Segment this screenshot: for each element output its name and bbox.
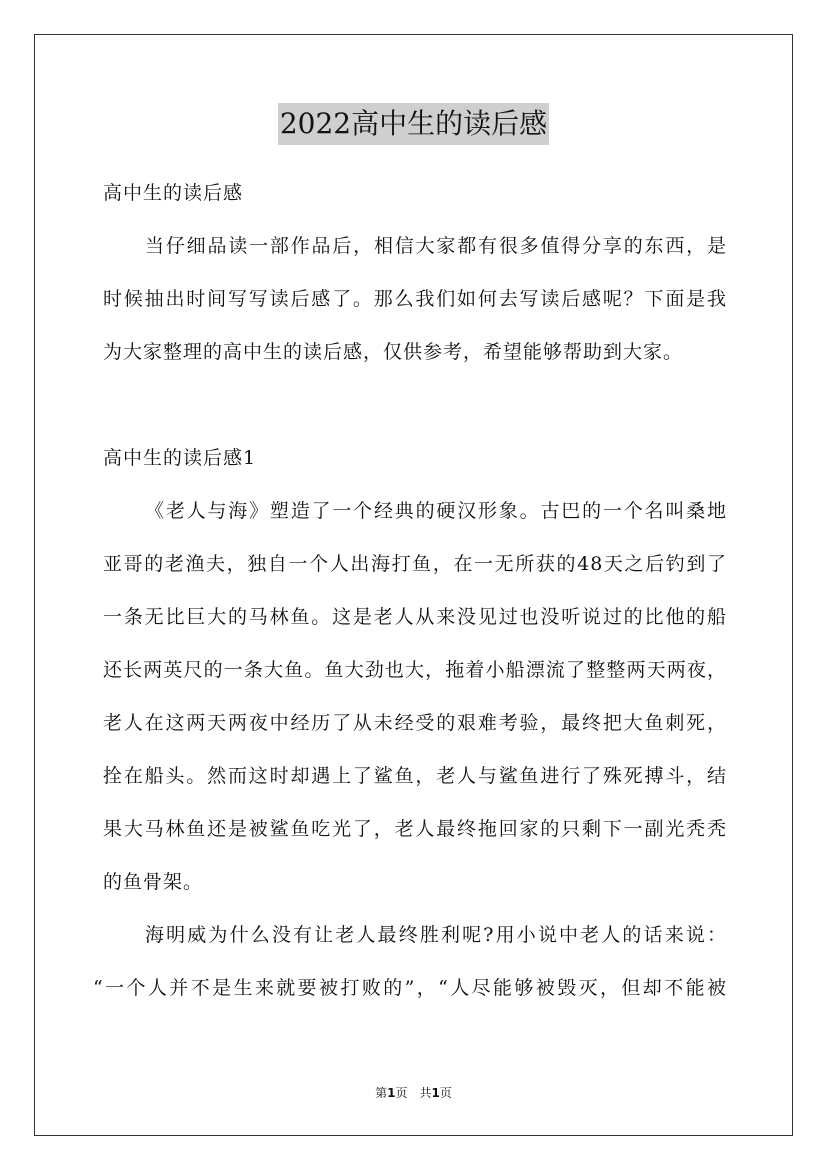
section1-line: 一条无比巨大的马林鱼。这是老人从来没见过也没听说过的比他的船 xyxy=(103,606,727,628)
intro-line: 时候抽出时间写写读后感了。那么我们如何去写读后感呢？下面是我 xyxy=(103,288,727,310)
intro-heading: 高中生的读后感 xyxy=(103,182,244,204)
footer-page-total: 1 xyxy=(431,1086,440,1100)
document-body xyxy=(93,174,727,1022)
section1-line: 《老人与海》塑造了一个经典的硬汉形象。古巴的一个名叫桑地 xyxy=(145,500,727,522)
section1-line: 老人在这两天两夜中经历了从未经受的艰难考验，最终把大鱼刺死， xyxy=(103,712,727,734)
section1-line: 拴在船头。然而这时却遇上了鲨鱼，老人与鲨鱼进行了殊死搏斗，结 xyxy=(103,765,727,787)
section1-line: 亚哥的老渔夫，独自一个人出海打鱼，在一无所获的48天之后钓到了 xyxy=(103,553,727,575)
title-wrap xyxy=(0,103,827,145)
page-footer xyxy=(0,1084,827,1101)
footer-page-number: 1 xyxy=(387,1086,396,1100)
intro-line: 为大家整理的高中生的读后感，仅供参考，希望能够帮助到大家。 xyxy=(103,341,684,363)
section1-para2-line: 海明威为什么没有让老人最终胜利呢?用小说中老人的话来说： xyxy=(145,924,727,946)
footer-page-prefix: 第 xyxy=(375,1086,388,1100)
intro-line: 当仔细品读一部作品后，相信大家都有很多值得分享的东西，是 xyxy=(145,235,727,257)
footer-page-suffix: 页 xyxy=(439,1086,452,1100)
paragraph-gap xyxy=(103,386,727,439)
document-title[interactable]: 2022高中生的读后感 xyxy=(278,103,549,145)
section1-para2-line: “一个人并不是生来就要被打败的”，“人尽能够被毁灭，但却不能被 xyxy=(93,977,727,999)
footer-page-mid: 页 共 xyxy=(395,1086,432,1100)
section1-line: 还长两英尺的一条大鱼。鱼大劲也大，拖着小船漂流了整整两天两夜， xyxy=(103,659,727,681)
section1-line: 果大马林鱼还是被鲨鱼吃光了，老人最终拖回家的只剩下一副光秃秃 xyxy=(103,818,727,840)
section1-heading: 高中生的读后感1 xyxy=(103,447,257,469)
section1-line: 的鱼骨架。 xyxy=(103,871,204,893)
